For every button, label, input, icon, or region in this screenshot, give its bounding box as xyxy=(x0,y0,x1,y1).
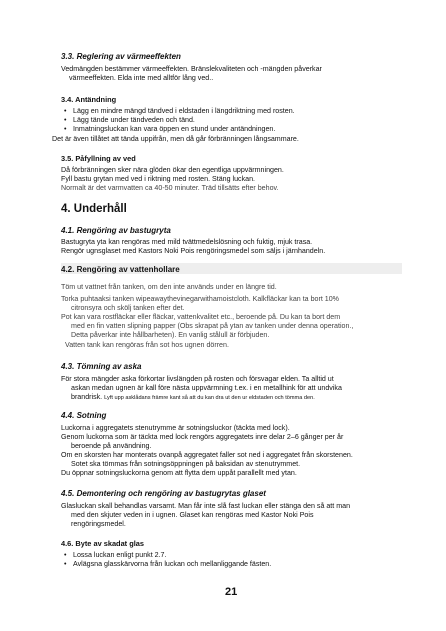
section-heading-3-5: 3.5. Påfyllning av ved xyxy=(61,154,136,163)
paragraph-line: Då förbränningen sker nära glöden ökar den egentliga uppvärmningen. xyxy=(61,166,284,174)
paragraph-fragment: brandrisk. xyxy=(71,393,103,402)
paragraph-line: Vedmängden bestämmer värmeeffekten. Bränslekvaliteten och -mängden påverkar xyxy=(61,65,322,73)
bullet-list-3-4 xyxy=(61,107,402,134)
paragraph-line: beroende på användning. xyxy=(71,442,152,451)
paragraph-line: rengöringsmedel. xyxy=(71,520,126,529)
paragraph-line: Sotet ska tömmas från sotningsöppningen på baksidan av stenutrymmet. xyxy=(71,460,301,469)
paragraph-line: Pot kan vara rostfläckar eller fläckar, vattenkvalitet etc., beroende på. Du kan ta bort dem xyxy=(61,313,341,322)
paragraph-line: Glasluckan skall behandlas varsamt. Man får inte slå fast luckan eller stänga den så att man xyxy=(61,502,351,510)
list-item: • Lägg en mindre mängd tändved i eldstaden i längdriktning med rosten. xyxy=(61,107,402,116)
paragraph-line: Bastugryta yta kan rengöras med mild tvättmedelslösning och fuktig, mjuk trasa. xyxy=(61,238,313,246)
section-heading-4-1: 4.1. Rengöring av bastugryta xyxy=(61,226,171,235)
section-body-3-5 xyxy=(61,166,402,193)
section-body-4-2 xyxy=(61,283,402,350)
section-body-4-4 xyxy=(61,424,402,479)
paragraph-line: Om en skorsten har monterats ovanpå aggregatet faller sot ned i aggregatet från skorstenen. xyxy=(61,451,353,460)
section-body-4-3 xyxy=(61,375,402,403)
paragraph-line: värmeeffekten. Elda inte med alltför lång ved.. xyxy=(69,74,214,83)
paragraph-line: Torka puhtaaksi tanken wipeawaythevinegarwithamoistcloth. Kalkfläckar kan ta bort 10% xyxy=(61,295,339,304)
paragraph-line: citronsyra och skölj tanken efter det. xyxy=(71,304,185,313)
list-item: • Avlägsna glasskärvorna från luckan och mellanliggande fästen. xyxy=(61,560,402,569)
paragraph-line: Fyll bastu grytan med ved i riktning med rosten. Stäng luckan. xyxy=(61,175,255,184)
list-item: • Inmatningsluckan kan vara öppen en stund under antändningen. xyxy=(61,125,402,134)
paragraph-line: För stora mängder aska förkortar livslängden på rosten och försvagar elden. Ta alltid ut xyxy=(61,375,334,383)
bullet-list-4-6 xyxy=(61,551,402,569)
paragraph-line: med en fin vatten slipning papper (Obs skrapat på ytan av tanken under denna operation., xyxy=(71,322,354,331)
paragraph-line: Töm ut vattnet från tanken, om den inte används under en längre tid. xyxy=(61,283,277,291)
paragraph-line: med den skjuter veden in i ugnen. Glaset kan rengöras med Kastor Noki Pois xyxy=(71,511,314,520)
list-item: • Lägg tände under tändveden och tänd. xyxy=(61,116,402,125)
list-item: • Lossa luckan enligt punkt 2.7. xyxy=(61,551,402,560)
paragraph-line: askan medan ugnen är kall före nästa uppvärmning t.ex. i en metallhink för att undvika xyxy=(71,384,342,393)
paragraph-line: Rengör ugnsglaset med Kastors Noki Pois rengöringsmedel som säljs i järnhandeln. xyxy=(61,247,326,256)
fine-print: Lyft upp asklådans främre kant så att du kan dra ut den ur eldstaden och tömma den. xyxy=(104,395,315,402)
section-heading-4-3: 4.3. Tömning av aska xyxy=(61,362,142,371)
page-number: 21 xyxy=(225,586,238,598)
chapter-heading-4: 4. Underhåll xyxy=(61,203,127,215)
section-heading-4-6: 4.6. Byte av skadat glas xyxy=(61,539,144,548)
section-heading-4-5: 4.5. Demontering och rengöring av bastugrytas glaset xyxy=(61,489,266,498)
paragraph-line xyxy=(61,393,402,403)
paragraph-line: Normalt är det varmvatten ca 40-50 minuter. Träd tillsätts efter behov. xyxy=(61,184,279,193)
section-heading-4-2: 4.2. Rengöring av vattenhollare xyxy=(61,265,180,274)
ignition-note: Det är även tillåtet att tända uppifrån, men då går förbränningen långsammare. xyxy=(52,135,299,143)
paragraph-line: Du öppnar sotningsluckorna genom att flytta dem uppåt parallellt med ytan. xyxy=(61,469,297,478)
section-heading-3-3: 3.3. Reglering av värmeeffekten xyxy=(61,52,181,61)
section-body-4-1 xyxy=(61,238,402,256)
section-body-4-5 xyxy=(61,502,402,529)
paragraph-line: Vatten tank kan rengöras från sot hos ugnen dörren. xyxy=(65,340,229,349)
paragraph-line: Luckorna i aggregatets stenutrymme är sotningsluckor (täckta med lock). xyxy=(61,424,290,432)
section-heading-3-4: 3.4. Antändning xyxy=(61,95,117,104)
paragraph-line: Genom luckorna som är täckta med lock rengörs aggregatets inre delar 2–6 gånger per år xyxy=(61,433,344,442)
section-body-3-3 xyxy=(61,65,402,83)
section-heading-4-4: 4.4. Sotning xyxy=(61,411,107,420)
paragraph-line: Detta påverkar inte hållbarheten). En vanlig stålull är förbjuden. xyxy=(71,331,270,340)
